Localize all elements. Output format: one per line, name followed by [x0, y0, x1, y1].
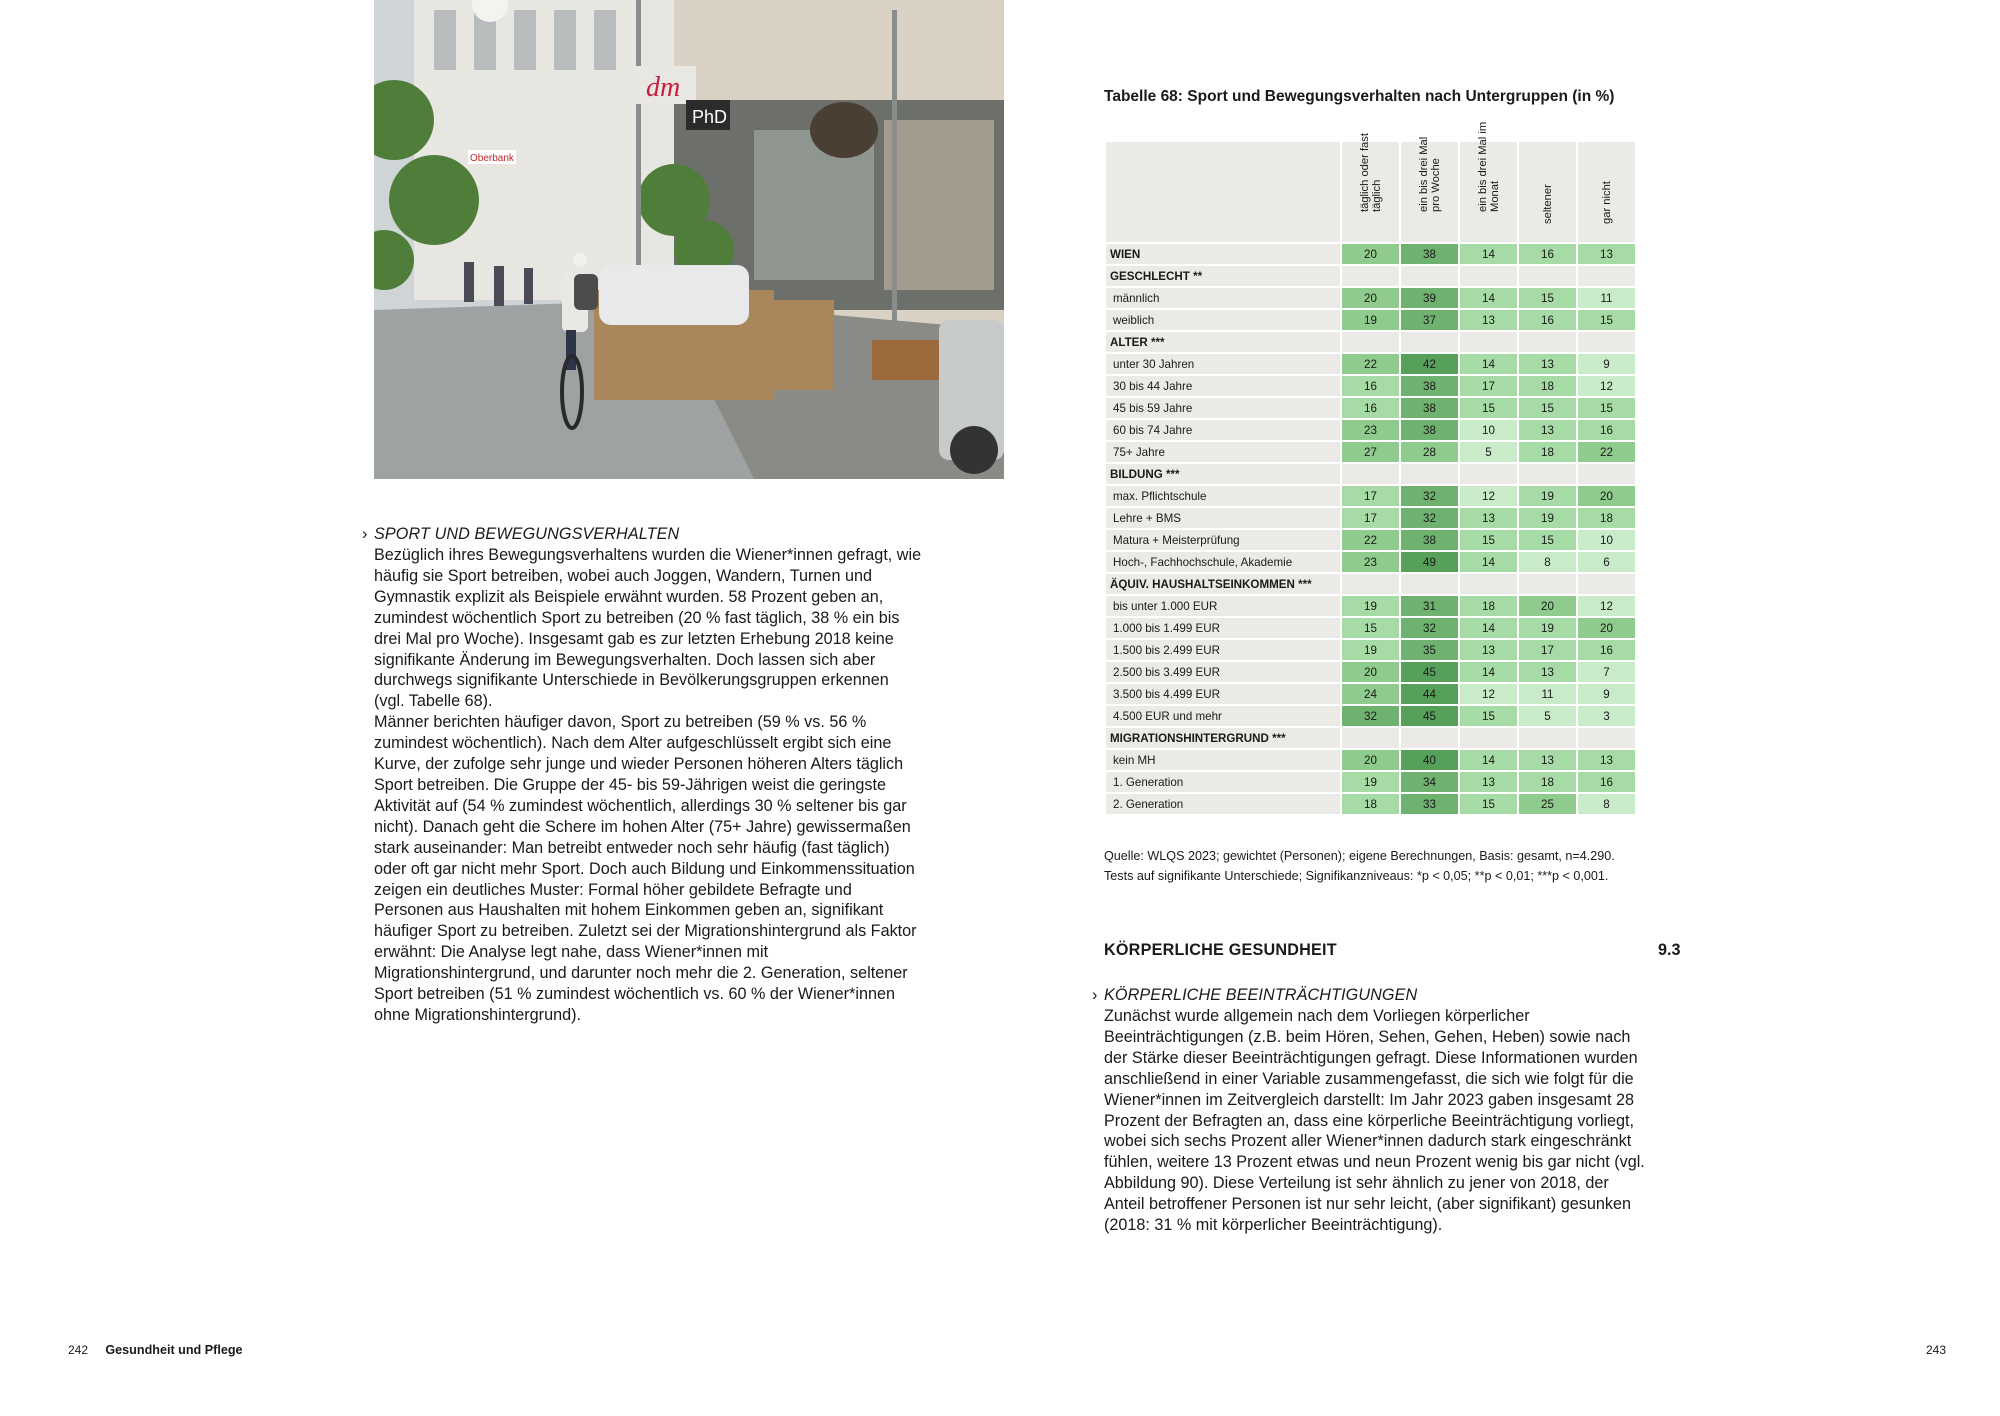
- row-label: männlich: [1105, 287, 1341, 309]
- value-cell: 14: [1459, 617, 1518, 639]
- value-cell: 6: [1577, 551, 1636, 573]
- row-label: 45 bis 59 Jahre: [1105, 397, 1341, 419]
- row-label: 60 bis 74 Jahre: [1105, 419, 1341, 441]
- value-cell: 49: [1400, 551, 1459, 573]
- phd-sign: PhD: [692, 107, 728, 127]
- table-row: [1105, 287, 1636, 309]
- table-group-row: [1105, 331, 1636, 353]
- value-cell: 19: [1341, 595, 1400, 617]
- table-header-row: [1105, 141, 1636, 243]
- value-cell: 13: [1518, 419, 1577, 441]
- value-cell: 32: [1341, 705, 1400, 727]
- empty-cell: [1518, 573, 1577, 595]
- value-cell: 15: [1577, 309, 1636, 331]
- row-label: 1.000 bis 1.499 EUR: [1105, 617, 1341, 639]
- row-label: 30 bis 44 Jahre: [1105, 375, 1341, 397]
- value-cell: 38: [1400, 243, 1459, 265]
- value-cell: 16: [1577, 419, 1636, 441]
- table-group-row: [1105, 463, 1636, 485]
- value-cell: 33: [1400, 793, 1459, 815]
- empty-cell: [1459, 727, 1518, 749]
- row-label: weiblich: [1105, 309, 1341, 331]
- empty-cell: [1400, 463, 1459, 485]
- column-header: seltener: [1518, 141, 1577, 243]
- value-cell: 20: [1341, 243, 1400, 265]
- table-body: [1105, 243, 1636, 815]
- value-cell: 24: [1341, 683, 1400, 705]
- section-number: 9.3: [1658, 941, 1681, 959]
- value-cell: 16: [1518, 309, 1577, 331]
- value-cell: 13: [1518, 353, 1577, 375]
- value-cell: 40: [1400, 749, 1459, 771]
- value-cell: 12: [1577, 375, 1636, 397]
- body-paragraph-1: Bezüglich ihres Bewegungsverhaltens wurden die Wiener*innen gefragt, wie häufig sie Sport betreiben, wobei auch Joggen, Wandern, Turnen und Gymnastik explizit als Beispiele erwähnt wurden. 58 Prozent geben an, zumindest wöchentlich Sport zu betreiben (20 % fast täglich, 38 % ein bis drei Mal pro Woche). Insgesamt gab es zur letzten Erhebung 2018 keine signifikante Änderung im Bewegungsverhalten. Doch lassen sich aber durchwegs signifikante Unterschiede in Bevölkerungsgruppen erkennen (vgl. Tabelle 68).: [374, 546, 922, 711]
- value-cell: 42: [1400, 353, 1459, 375]
- value-cell: 16: [1577, 639, 1636, 661]
- row-label: 2.500 bis 3.499 EUR: [1105, 661, 1341, 683]
- bank-sign: Oberbank: [470, 153, 514, 164]
- value-cell: 37: [1400, 309, 1459, 331]
- left-text-column: [362, 524, 922, 1026]
- value-cell: 18: [1577, 507, 1636, 529]
- column-header: täglich oder fast täglich: [1341, 141, 1400, 243]
- value-cell: 13: [1518, 749, 1577, 771]
- row-label: unter 30 Jahren: [1105, 353, 1341, 375]
- value-cell: 12: [1459, 485, 1518, 507]
- empty-cell: [1459, 573, 1518, 595]
- row-label: 75+ Jahre: [1105, 441, 1341, 463]
- row-label: 1. Generation: [1105, 771, 1341, 793]
- value-cell: 15: [1459, 529, 1518, 551]
- value-cell: 5: [1459, 441, 1518, 463]
- table-row: [1105, 353, 1636, 375]
- value-cell: 22: [1341, 353, 1400, 375]
- value-cell: 20: [1577, 617, 1636, 639]
- empty-cell: [1341, 573, 1400, 595]
- value-cell: 18: [1518, 771, 1577, 793]
- empty-cell: [1400, 331, 1459, 353]
- value-cell: 11: [1518, 683, 1577, 705]
- value-cell: 38: [1400, 419, 1459, 441]
- value-cell: 32: [1400, 617, 1459, 639]
- value-cell: 35: [1400, 639, 1459, 661]
- value-cell: 38: [1400, 397, 1459, 419]
- empty-cell: [1400, 727, 1459, 749]
- value-cell: 13: [1577, 243, 1636, 265]
- value-cell: 19: [1518, 617, 1577, 639]
- value-cell: 39: [1400, 287, 1459, 309]
- table-row: [1105, 595, 1636, 617]
- value-cell: 15: [1459, 793, 1518, 815]
- value-cell: 13: [1459, 309, 1518, 331]
- table-stub-header: [1105, 141, 1341, 243]
- row-label: max. Pflichtschule: [1105, 485, 1341, 507]
- value-cell: 44: [1400, 683, 1459, 705]
- value-cell: 22: [1577, 441, 1636, 463]
- value-cell: 14: [1459, 243, 1518, 265]
- column-header: ein bis drei Mal im Monat: [1459, 141, 1518, 243]
- empty-cell: [1400, 265, 1459, 287]
- section-title: KÖRPERLICHE GESUNDHEIT: [1104, 941, 1337, 959]
- value-cell: 9: [1577, 683, 1636, 705]
- value-cell: 10: [1459, 419, 1518, 441]
- value-cell: 20: [1577, 485, 1636, 507]
- row-label: kein MH: [1105, 749, 1341, 771]
- body-paragraph-2: Männer berichten häufiger davon, Sport zu betreiben (59 % vs. 56 % zumindest wöchentlich). Nach dem Alter aufgeschlüsselt ergibt sich eine Kurve, der zufolge sehr junge und wieder Personen höheren Alters täglich Sport betreiben. Die Gruppe der 45- bis 59-Jährigen weist die geringste Aktivität auf (54 % zumindest wöchentlich, allerdings 30 % seltener bis gar nicht). Danach geht die Schere im hohen Alter (75+ Jahre) gewissermaßen stark auseinander: Man betreibt entweder noch sehr häufig (fast täglich) oder oft gar nicht mehr Sport. Doch auch Bildung und Einkommenssituation zeigen ein deutliches Muster: Formal höher gebildete Befragte und Personen aus Haushalten mit hohem Einkommen geben an, signifikant häufiger Sport zu betreiben. Zuletzt sei der Migrationshintergrund als Faktor erwähnt: Die Analyse legt nahe, dass Wiener*innen mit Migrationshintergrund, und darunter noch mehr die 2. Generation, seltener Sport betreiben (51 % zumindest wöchentlich vs. 60 % der Wiener*innen ohne Migrationshintergrund).: [374, 713, 917, 1024]
- empty-cell: [1577, 573, 1636, 595]
- table-row: [1105, 375, 1636, 397]
- value-cell: 10: [1577, 529, 1636, 551]
- row-label: 4.500 EUR und mehr: [1105, 705, 1341, 727]
- sport-table: [1104, 121, 1637, 816]
- value-cell: 20: [1341, 661, 1400, 683]
- empty-cell: [1577, 331, 1636, 353]
- value-cell: 16: [1577, 771, 1636, 793]
- empty-cell: [1577, 727, 1636, 749]
- table-row: [1105, 771, 1636, 793]
- value-cell: 15: [1518, 287, 1577, 309]
- value-cell: 14: [1459, 749, 1518, 771]
- value-cell: 32: [1400, 485, 1459, 507]
- table-row: [1105, 441, 1636, 463]
- row-label: bis unter 1.000 EUR: [1105, 595, 1341, 617]
- value-cell: 13: [1459, 507, 1518, 529]
- value-cell: 8: [1518, 551, 1577, 573]
- value-cell: 15: [1459, 705, 1518, 727]
- value-cell: 17: [1341, 485, 1400, 507]
- footer-left: [68, 1343, 243, 1357]
- value-cell: 45: [1400, 705, 1459, 727]
- column-header: gar nicht: [1577, 141, 1636, 243]
- value-cell: 15: [1341, 617, 1400, 639]
- page-number-left: 242: [68, 1343, 89, 1357]
- value-cell: 32: [1400, 507, 1459, 529]
- table-row: [1105, 397, 1636, 419]
- value-cell: 8: [1577, 793, 1636, 815]
- row-label: MIGRATIONSHINTERGRUND ***: [1105, 727, 1341, 749]
- value-cell: 38: [1400, 529, 1459, 551]
- value-cell: 15: [1518, 397, 1577, 419]
- table-row: [1105, 485, 1636, 507]
- value-cell: 27: [1341, 441, 1400, 463]
- empty-cell: [1577, 463, 1636, 485]
- value-cell: 45: [1400, 661, 1459, 683]
- value-cell: 20: [1341, 287, 1400, 309]
- empty-cell: [1518, 265, 1577, 287]
- value-cell: 31: [1400, 595, 1459, 617]
- chevron-right-icon: ›: [1092, 986, 1098, 1004]
- row-label: GESCHLECHT **: [1105, 265, 1341, 287]
- row-label: 3.500 bis 4.499 EUR: [1105, 683, 1341, 705]
- value-cell: 17: [1341, 507, 1400, 529]
- table-row: [1105, 661, 1636, 683]
- value-cell: 22: [1341, 529, 1400, 551]
- impairment-paragraph: Zunächst wurde allgemein nach dem Vorliegen körperlicher Beeinträchtigungen (z.B. beim Hören, Sehen, Gehen, Heben) sowie nach der Stärke dieser Beeinträchtigungen gefragt. Diese Informationen wurden anschließend in einer Variable zusammengefasst, die sich wie folgt für die Wiener*innen im Zeitvergleich darstellt: Im Jahr 2023 gaben insgesamt 28 Prozent der Befragten an, dass eine körperliche Beeinträchtigung vorliegt, wobei sich sechs Prozent aller Wiener*innen dadurch stark eingeschränkt fühlen, weitere 13 Prozent etwas und neun Prozent wenig bis gar nicht (vgl. Abbildung 90). Diese Verteilung ist sehr ähnlich zu jener von 2018, der Anteil betroffener Personen ist nur sehr leicht, (aber signifikant) gesunken (2018: 31 % mit körperlicher Beeinträchtigung).: [1104, 1007, 1645, 1235]
- column-header: ein bis drei Mal pro Woche: [1400, 141, 1459, 243]
- value-cell: 16: [1341, 375, 1400, 397]
- table-row: [1105, 419, 1636, 441]
- empty-cell: [1341, 727, 1400, 749]
- value-cell: 28: [1400, 441, 1459, 463]
- empty-cell: [1341, 331, 1400, 353]
- empty-cell: [1341, 463, 1400, 485]
- value-cell: 14: [1459, 551, 1518, 573]
- table-group-row: [1105, 573, 1636, 595]
- table-row: [1105, 551, 1636, 573]
- right-text-column: [1092, 985, 1652, 1236]
- value-cell: 23: [1341, 419, 1400, 441]
- value-cell: 38: [1400, 375, 1459, 397]
- value-cell: 16: [1518, 243, 1577, 265]
- value-cell: 13: [1518, 661, 1577, 683]
- value-cell: 15: [1577, 397, 1636, 419]
- row-label: BILDUNG ***: [1105, 463, 1341, 485]
- sport-heading: › SPORT UND BEWEGUNGSVERHALTEN: [362, 525, 680, 543]
- value-cell: 17: [1518, 639, 1577, 661]
- value-cell: 7: [1577, 661, 1636, 683]
- value-cell: 23: [1341, 551, 1400, 573]
- street-photo: [374, 0, 1004, 479]
- value-cell: 19: [1341, 771, 1400, 793]
- empty-cell: [1459, 463, 1518, 485]
- value-cell: 19: [1518, 507, 1577, 529]
- value-cell: 20: [1341, 749, 1400, 771]
- empty-cell: [1518, 463, 1577, 485]
- empty-cell: [1459, 331, 1518, 353]
- value-cell: 19: [1341, 309, 1400, 331]
- table-row: [1105, 243, 1636, 265]
- value-cell: 19: [1518, 485, 1577, 507]
- value-cell: 14: [1459, 287, 1518, 309]
- value-cell: 13: [1577, 749, 1636, 771]
- table-row: [1105, 617, 1636, 639]
- dm-sign: dm: [646, 72, 681, 103]
- value-cell: 11: [1577, 287, 1636, 309]
- value-cell: 13: [1459, 771, 1518, 793]
- table-row: [1105, 529, 1636, 551]
- value-cell: 9: [1577, 353, 1636, 375]
- value-cell: 12: [1459, 683, 1518, 705]
- row-label: ÄQUIV. HAUSHALTSEINKOMMEN ***: [1105, 573, 1341, 595]
- row-label: Matura + Meisterprüfung: [1105, 529, 1341, 551]
- table-group-row: [1105, 727, 1636, 749]
- value-cell: 14: [1459, 661, 1518, 683]
- table-row: [1105, 705, 1636, 727]
- chevron-right-icon: ›: [362, 525, 368, 543]
- table-row: [1105, 507, 1636, 529]
- value-cell: 3: [1577, 705, 1636, 727]
- chapter-title: Gesundheit und Pflege: [105, 1343, 243, 1357]
- value-cell: 18: [1459, 595, 1518, 617]
- value-cell: 17: [1459, 375, 1518, 397]
- row-label: Hoch-, Fachhochschule, Akademie: [1105, 551, 1341, 573]
- value-cell: 15: [1518, 529, 1577, 551]
- empty-cell: [1518, 331, 1577, 353]
- value-cell: 16: [1341, 397, 1400, 419]
- empty-cell: [1518, 727, 1577, 749]
- row-label: Lehre + BMS: [1105, 507, 1341, 529]
- value-cell: 25: [1518, 793, 1577, 815]
- table-row: [1105, 683, 1636, 705]
- page-number-right: 243: [1926, 1343, 1947, 1357]
- table-row: [1105, 793, 1636, 815]
- row-label: WIEN: [1105, 243, 1341, 265]
- value-cell: 14: [1459, 353, 1518, 375]
- table-group-row: [1105, 265, 1636, 287]
- value-cell: 18: [1341, 793, 1400, 815]
- table-title: Tabelle 68: Sport und Bewegungsverhalten nach Untergruppen (in %): [1104, 88, 1615, 105]
- value-cell: 20: [1518, 595, 1577, 617]
- empty-cell: [1341, 265, 1400, 287]
- value-cell: 34: [1400, 771, 1459, 793]
- value-cell: 12: [1577, 595, 1636, 617]
- row-label: 2. Generation: [1105, 793, 1341, 815]
- value-cell: 19: [1341, 639, 1400, 661]
- value-cell: 15: [1459, 397, 1518, 419]
- table-source-note: Quelle: WLQS 2023; gewichtet (Personen); eigene Berechnungen, Basis: gesamt, n=4.290. Tests auf signifikante Unterschiede; Signifikanzniveaus: *p < 0,05; **p < 0,01; ***p < 0,001.: [1104, 849, 1615, 883]
- table-row: [1105, 749, 1636, 771]
- impairment-heading: › KÖRPERLICHE BEEINTRÄCHTIGUNGEN: [1092, 986, 1418, 1004]
- empty-cell: [1459, 265, 1518, 287]
- row-label: 1.500 bis 2.499 EUR: [1105, 639, 1341, 661]
- row-label: ALTER ***: [1105, 331, 1341, 353]
- empty-cell: [1577, 265, 1636, 287]
- street-scene-illustration: [374, 0, 1004, 479]
- table-row: [1105, 639, 1636, 661]
- value-cell: 18: [1518, 375, 1577, 397]
- value-cell: 5: [1518, 705, 1577, 727]
- empty-cell: [1400, 573, 1459, 595]
- table-row: [1105, 309, 1636, 331]
- value-cell: 18: [1518, 441, 1577, 463]
- value-cell: 13: [1459, 639, 1518, 661]
